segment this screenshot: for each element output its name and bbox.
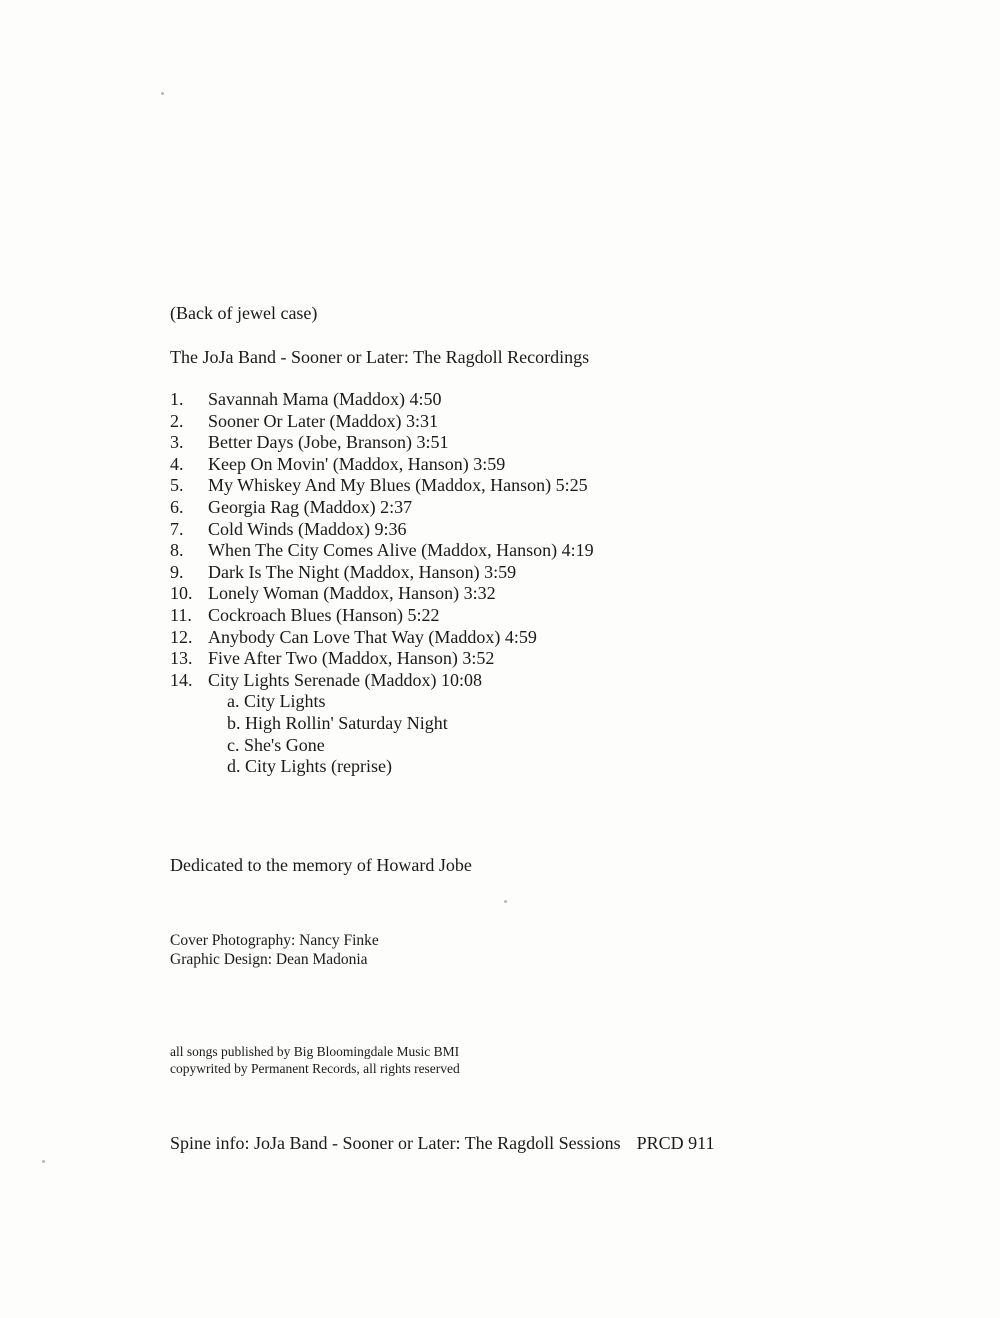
track-item bbox=[170, 475, 594, 497]
track-item bbox=[170, 519, 594, 541]
track-title: Sooner Or Later (Maddox) 3:31 bbox=[208, 410, 438, 431]
track-item bbox=[170, 670, 594, 692]
track-title: Five After Two (Maddox, Hanson) 3:52 bbox=[208, 648, 495, 669]
track-title: Savannah Mama (Maddox) 4:50 bbox=[208, 389, 442, 409]
track-item bbox=[170, 497, 594, 519]
design-credit: Graphic Design: Dean Madonia bbox=[170, 951, 368, 968]
scan-speck bbox=[42, 1160, 45, 1163]
track-item bbox=[170, 627, 594, 649]
track-number: 2. bbox=[170, 410, 184, 431]
track-number: 14. bbox=[170, 669, 193, 690]
track-title: Cockroach Blues (Hanson) 5:22 bbox=[208, 604, 440, 625]
case-note: (Back of jewel case) bbox=[170, 303, 318, 323]
track-title: Dark Is The Night (Maddox, Hanson) 3:59 bbox=[208, 561, 517, 582]
subpart-item: d. City Lights (reprise) bbox=[227, 756, 392, 777]
track-item bbox=[170, 648, 594, 670]
track-number: 10. bbox=[170, 583, 193, 604]
track-number: 3. bbox=[170, 432, 184, 453]
track-item bbox=[170, 432, 594, 454]
track-title: Lonely Woman (Maddox, Hanson) 3:32 bbox=[208, 583, 496, 604]
credits bbox=[170, 931, 379, 969]
track-title: Cold Winds (Maddox) 9:36 bbox=[208, 518, 407, 539]
track-title: Better Days (Jobe, Branson) 3:51 bbox=[208, 432, 449, 453]
track-item bbox=[170, 562, 594, 584]
spine-text: Spine info: JoJa Band - Sooner or Later: The Ragdoll Sessions bbox=[170, 1133, 621, 1153]
track-title: My Whiskey And My Blues (Maddox, Hanson) 5:25 bbox=[208, 475, 588, 496]
track-item bbox=[170, 583, 594, 605]
track-item bbox=[170, 454, 594, 476]
publishing-line: all songs published by Big Bloomingdale Music BMI bbox=[170, 1044, 460, 1059]
track-number: 13. bbox=[170, 648, 193, 669]
track-number: 8. bbox=[170, 540, 184, 561]
track-item bbox=[170, 605, 594, 627]
track-number: 6. bbox=[170, 496, 184, 517]
track-number: 9. bbox=[170, 561, 184, 582]
track-number: 7. bbox=[170, 518, 184, 539]
catalog-number: PRCD 911 bbox=[636, 1133, 715, 1153]
track-number: 11. bbox=[170, 604, 192, 625]
copyright-line: copywrited by Permanent Records, all rights reserved bbox=[170, 1061, 460, 1076]
track-item bbox=[170, 389, 594, 411]
subpart-item: c. She's Gone bbox=[227, 734, 325, 755]
subpart-item: b. High Rollin' Saturday Night bbox=[227, 712, 448, 733]
track-title: Georgia Rag (Maddox) 2:37 bbox=[208, 496, 413, 517]
track-title: Anybody Can Love That Way (Maddox) 4:59 bbox=[208, 626, 537, 647]
scan-speck bbox=[161, 92, 164, 95]
track-title: When The City Comes Alive (Maddox, Hanson) 4:19 bbox=[208, 540, 594, 561]
subpart-item: a. City Lights bbox=[227, 691, 326, 712]
track-list bbox=[170, 389, 594, 778]
photography-credit: Cover Photography: Nancy Finke bbox=[170, 932, 379, 949]
track-number: 1. bbox=[170, 389, 184, 409]
track-subparts bbox=[170, 691, 594, 777]
track-title: Keep On Movin' (Maddox, Hanson) 3:59 bbox=[208, 453, 506, 474]
dedication: Dedicated to the memory of Howard Jobe bbox=[170, 855, 472, 875]
track-number: 4. bbox=[170, 453, 184, 474]
publishing-info bbox=[170, 1043, 460, 1077]
track-title: City Lights Serenade (Maddox) 10:08 bbox=[208, 669, 482, 690]
subpart-list bbox=[170, 691, 594, 777]
track-item bbox=[170, 411, 594, 433]
track-number: 5. bbox=[170, 475, 184, 496]
track-item bbox=[170, 540, 594, 562]
album-title: The JoJa Band - Sooner or Later: The Ragdoll Recordings bbox=[170, 347, 590, 367]
scan-speck bbox=[504, 900, 507, 903]
track-number: 12. bbox=[170, 626, 193, 647]
spine-info bbox=[170, 1132, 714, 1154]
